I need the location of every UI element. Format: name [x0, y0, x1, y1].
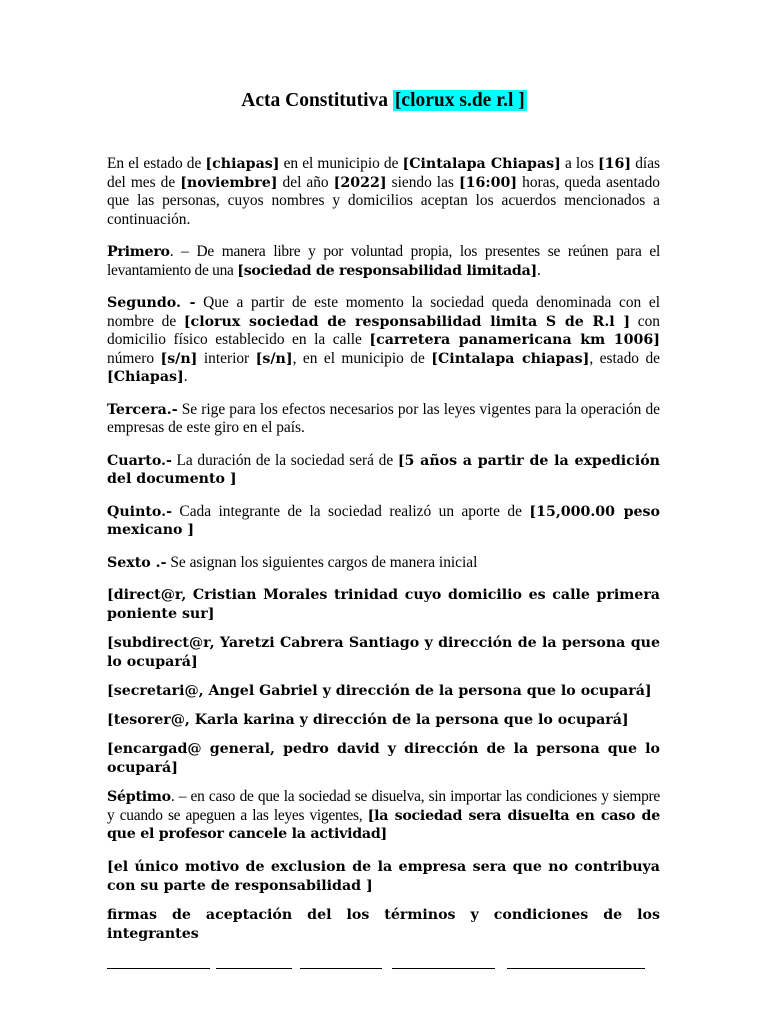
cargo-tesorero: [tesorer@, Karla karina y dirección de la persona que lo ocupará] [107, 712, 629, 728]
signature-line [392, 960, 495, 969]
company-name-highlight: [clorux s.de r.l ] [394, 90, 525, 111]
exclusion-clause: [el único motivo de exclusion de la empresa sera que no contribuya con su parte de responsabilidad ] [107, 858, 660, 894]
signature-line [507, 960, 645, 969]
clause-label: Primero [107, 244, 170, 260]
signature-line [107, 960, 210, 969]
document-title [0, 90, 768, 112]
clause-label: Sexto .- [107, 554, 167, 571]
signatures-heading: firmas de aceptación del los términos y condiciones de los integrantes [107, 906, 660, 942]
clause-septimo: Séptimo. – en caso de que la sociedad se disuelva, sin importar las condiciones y siempre y cuando se apeguen a las leyes vigentes, [la sociedad sera disuelta en caso de que el profesor cancele la actividad] [107, 788, 661, 842]
cargo-secretario: [secretari@, Angel Gabriel y dirección de la persona que lo ocupará] [107, 683, 652, 699]
clause-segundo: Segundo. - Que a partir de este momento la sociedad queda denominada con el nombre de [clorux sociedad de responsabilidad limita S de R.l ] con domicilio físico establecido en la calle [carretera panamericana km 1006] número [s/n] interior [s/n], en el municipio de [Cintalapa chiapas], estado de [Chiapas]. [107, 294, 660, 385]
cargo-encargado: [encargad@ general, pedro david y dirección de la persona que lo ocupará] [107, 741, 660, 776]
clause-label: Segundo. - [107, 295, 196, 311]
clause-quinto: Quinto.- Cada integrante de la sociedad realizó un aporte de [15,000.00 peso mexicano ] [107, 502, 660, 538]
clause-label: Tercera.- [107, 401, 178, 418]
clause-sexto: Sexto .- Se asignan los siguientes cargos de manera inicial [107, 553, 478, 571]
clause-label: Séptimo [107, 789, 171, 805]
cargo-subdirector: [subdirect@r, Yaretzi Cabrera Santiago y dirección de la persona que lo ocupará] [107, 635, 660, 670]
clause-cuarto: Cuarto.- La duración de la sociedad será de [5 años a partir de la expedición del documento ] [107, 451, 660, 487]
signature-line [216, 960, 292, 969]
document-body [107, 155, 660, 954]
signature-line [300, 960, 382, 969]
clause-tercera: Tercera.- Se rige para los efectos necesarios por las leyes vigentes para la operación de empresas de este giro en el país. [107, 400, 660, 436]
cargo-director: [direct@r, Cristian Morales trinidad cuyo domicilio es calle primera poniente sur] [107, 587, 660, 622]
intro-paragraph: En el estado de [chiapas] en el municipio de [Cintalapa Chiapas] a los [16] días del mes de [noviembre] del año [2022] siendo las [16:00] horas, queda asentado que las personas, cuyos nombres y domicilios aceptan los acuerdos mencionados a continuación. [107, 155, 661, 228]
clause-label: Quinto.- [107, 503, 172, 520]
title-prefix: Acta Constitutiva [241, 90, 393, 111]
clause-label: Cuarto.- [107, 452, 172, 469]
clause-primero: Primero. – De manera libre y por voluntad propia, los presentes se reúnen para el levantamiento de una [sociedad de responsabilidad limitada]. [107, 243, 660, 279]
